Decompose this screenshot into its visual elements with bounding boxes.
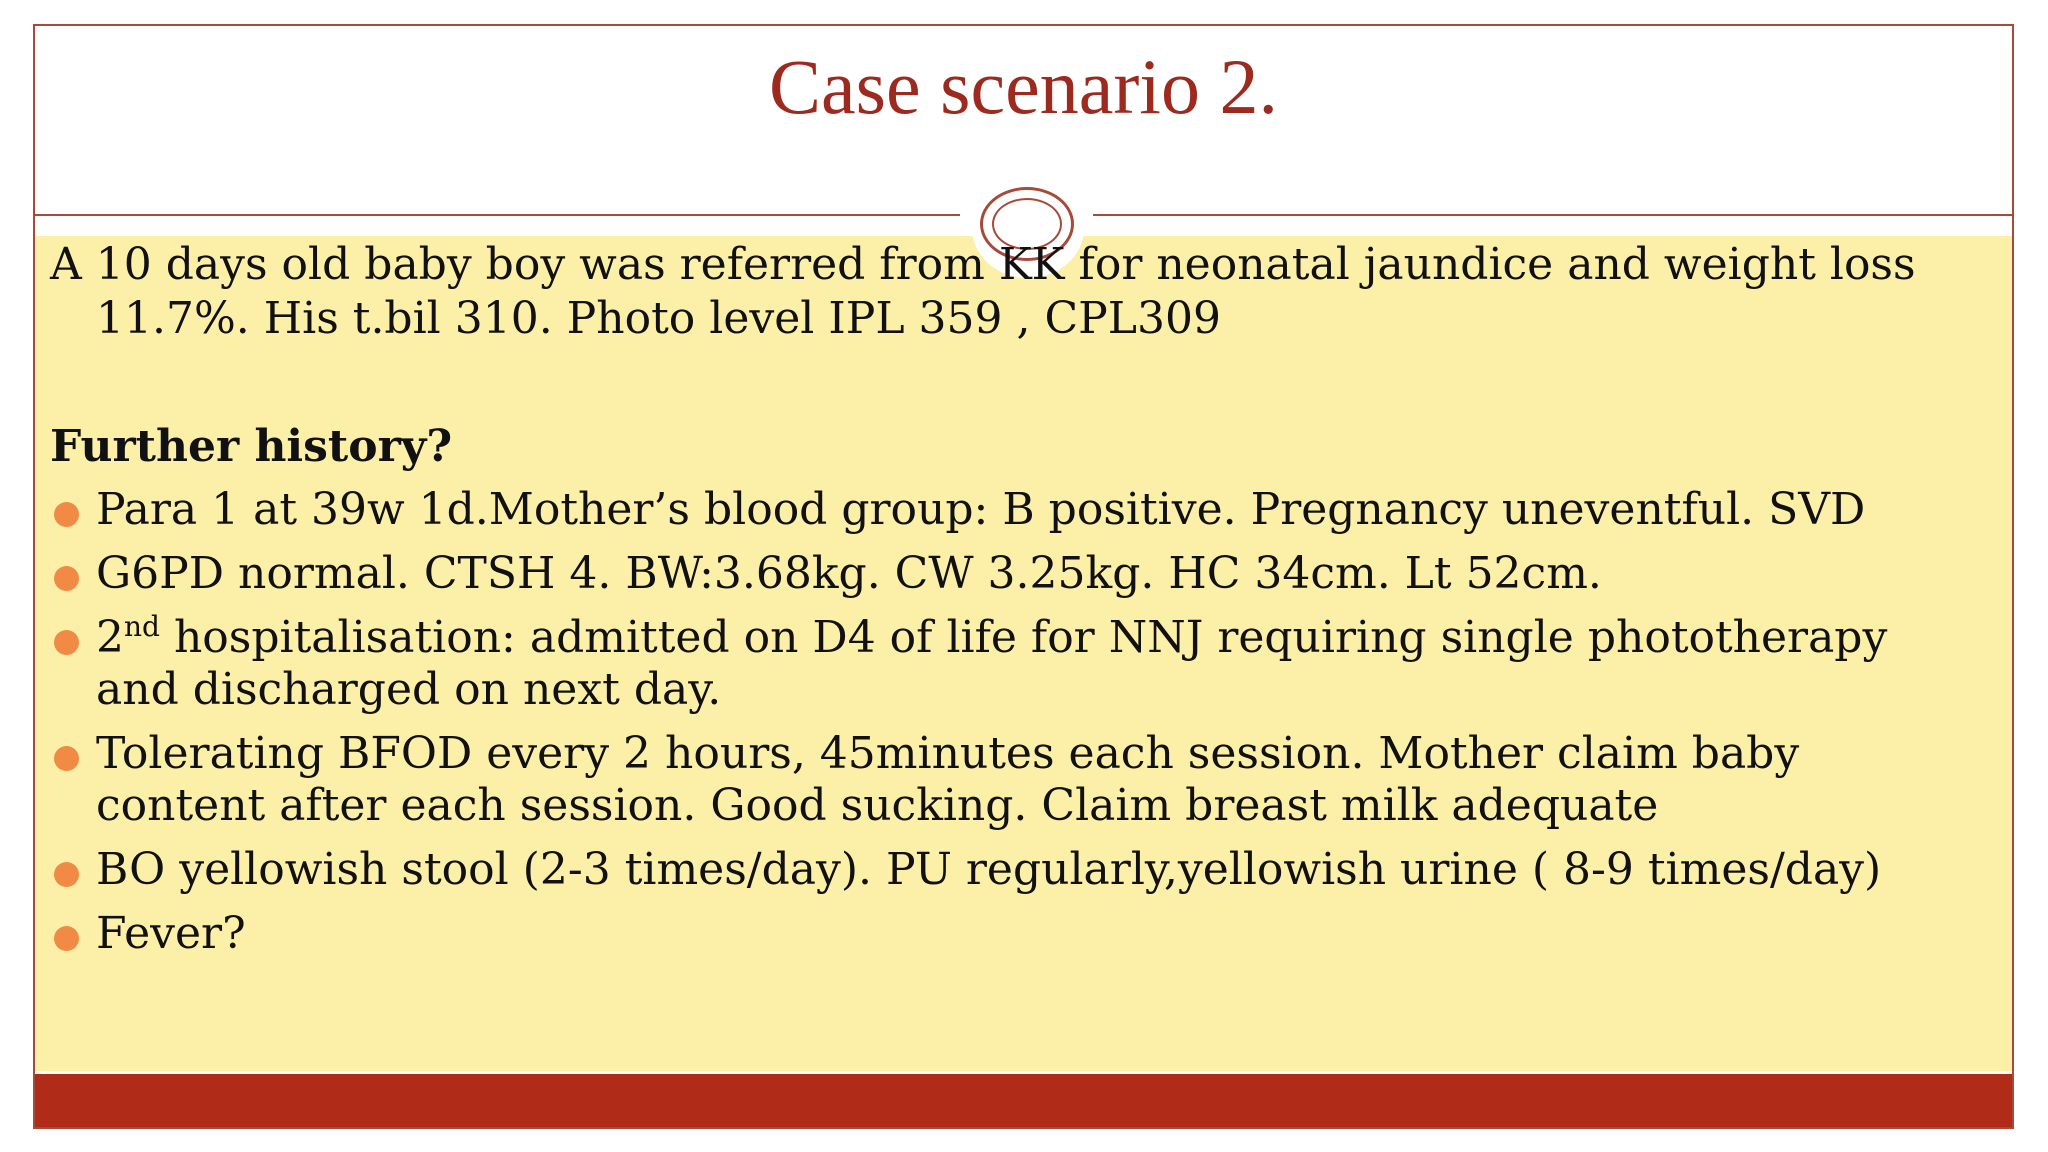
orange-dot-bullet-icon (54, 862, 79, 887)
history-bullet-item (50, 844, 1940, 896)
history-bullet-text: G6PD normal. CTSH 4. BW:3.68kg. CW 3.25kg. HC 34cm. Lt 52cm. (96, 548, 1602, 599)
orange-dot-bullet-icon (54, 746, 79, 771)
further-history-heading: Further history? (50, 421, 453, 472)
history-bullet-item (50, 728, 1940, 832)
title-divider-right (1093, 214, 2014, 216)
history-bullet-text: Para 1 at 39w 1d.Mother’s blood group: B positive. Pregnancy uneventful. SVD (96, 484, 1866, 535)
orange-dot-bullet-icon (54, 566, 79, 591)
orange-dot-bullet-icon (54, 502, 79, 527)
history-bullet-prefix: 2 (96, 612, 124, 663)
case-intro-text: A 10 days old baby boy was referred from KK for neonatal jaundice and weight loss 11.7%. His t.bil 310. Photo level IPL 359 , CPL309 (50, 239, 1916, 344)
history-bullet-item (50, 548, 1940, 600)
history-bullet-item (50, 484, 1940, 536)
title-divider-left (35, 214, 960, 216)
orange-dot-bullet-icon (54, 926, 79, 951)
orange-dot-bullet-icon (54, 630, 79, 655)
history-bullet-item (50, 612, 1940, 716)
history-bullet-text: Fever? (96, 908, 246, 959)
history-bullet-item (50, 908, 1940, 960)
footer-bar (35, 1074, 2012, 1127)
history-bullet-list (50, 484, 1940, 972)
history-bullet-text: hospitalisation: admitted on D4 of life for NNJ requiring single phototherapy and discharged on next day. (96, 612, 1888, 715)
ordinal-suffix: nd (124, 610, 160, 643)
slide-title: Case scenario 2. (769, 43, 1278, 130)
history-bullet-text: Tolerating BFOD every 2 hours, 45minutes each session. Mother claim baby content after each session. Good sucking. Claim breast milk adequate (96, 728, 1800, 831)
history-bullet-text: BO yellowish stool (2-3 times/day). PU regularly,yellowish urine ( 8-9 times/day) (96, 844, 1882, 895)
